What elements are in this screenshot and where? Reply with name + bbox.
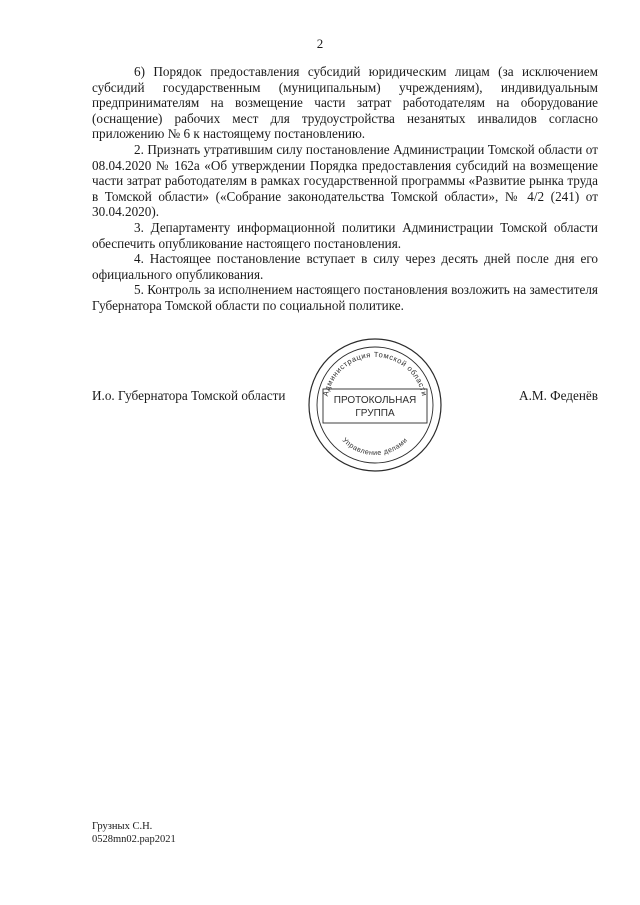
stamp-center-line2: ГРУППА (355, 408, 395, 419)
official-stamp (305, 335, 445, 475)
signatory-name: А.М. Феденёв (519, 388, 598, 403)
stamp-center-line1: ПРОТОКОЛЬНАЯ (333, 395, 417, 406)
paragraph-3: 3. Департаменту информационной политики Администрации Томской области обеспечить опубликование настоящего постановления. (92, 219, 598, 251)
footer-file-code: 0528mn02.pap2021 (92, 834, 176, 845)
paragraph-4: 4. Настоящее постановление вступает в силу через десять дней после дня его официального опубликования. (92, 251, 598, 282)
paragraph-5: 5. Контроль за исполнением настоящего постановления возложить на заместителя Губернатора Томской области по социальной политике. (92, 282, 598, 313)
svg-text:Управление делами (341, 437, 410, 457)
footer-author: Грузных С.Н. (92, 821, 153, 832)
paragraph-2: 2. Признать утратившим силу постановление Администрации Томской области от 08.04.2020 № 162а «Об утверждении Порядка предоставления субсидий на возмещение части затрат работодателям в рамках государственной программы «Развитие рынка труда в Томской области» («Собрание законодательства Томской области», № 4/2 (241) от 30.04.2020). (92, 141, 598, 220)
stamp-outer-text: Администрация Томской области (320, 349, 430, 398)
page-number: 2 (316, 36, 324, 51)
signatory-position: И.о. Губернатора Томской области (92, 388, 286, 403)
paragraph-item-6: 6) Порядок предоставления субсидий юридическим лицам (за исключением субсидий государственным (муниципальным) учреждениям), индивидуальным предпринимателям на возмещение части затрат работодателям на оборудование (оснащение) рабочих мест для трудоустройства незанятых инвалидов согласно приложению № 6 к настоящему постановлению. (92, 64, 598, 142)
document-footer (92, 820, 176, 846)
stamp-bottom-text: Управление делами (340, 436, 410, 458)
svg-text:Администрация Томской области (321, 350, 429, 397)
document-body (92, 64, 598, 314)
